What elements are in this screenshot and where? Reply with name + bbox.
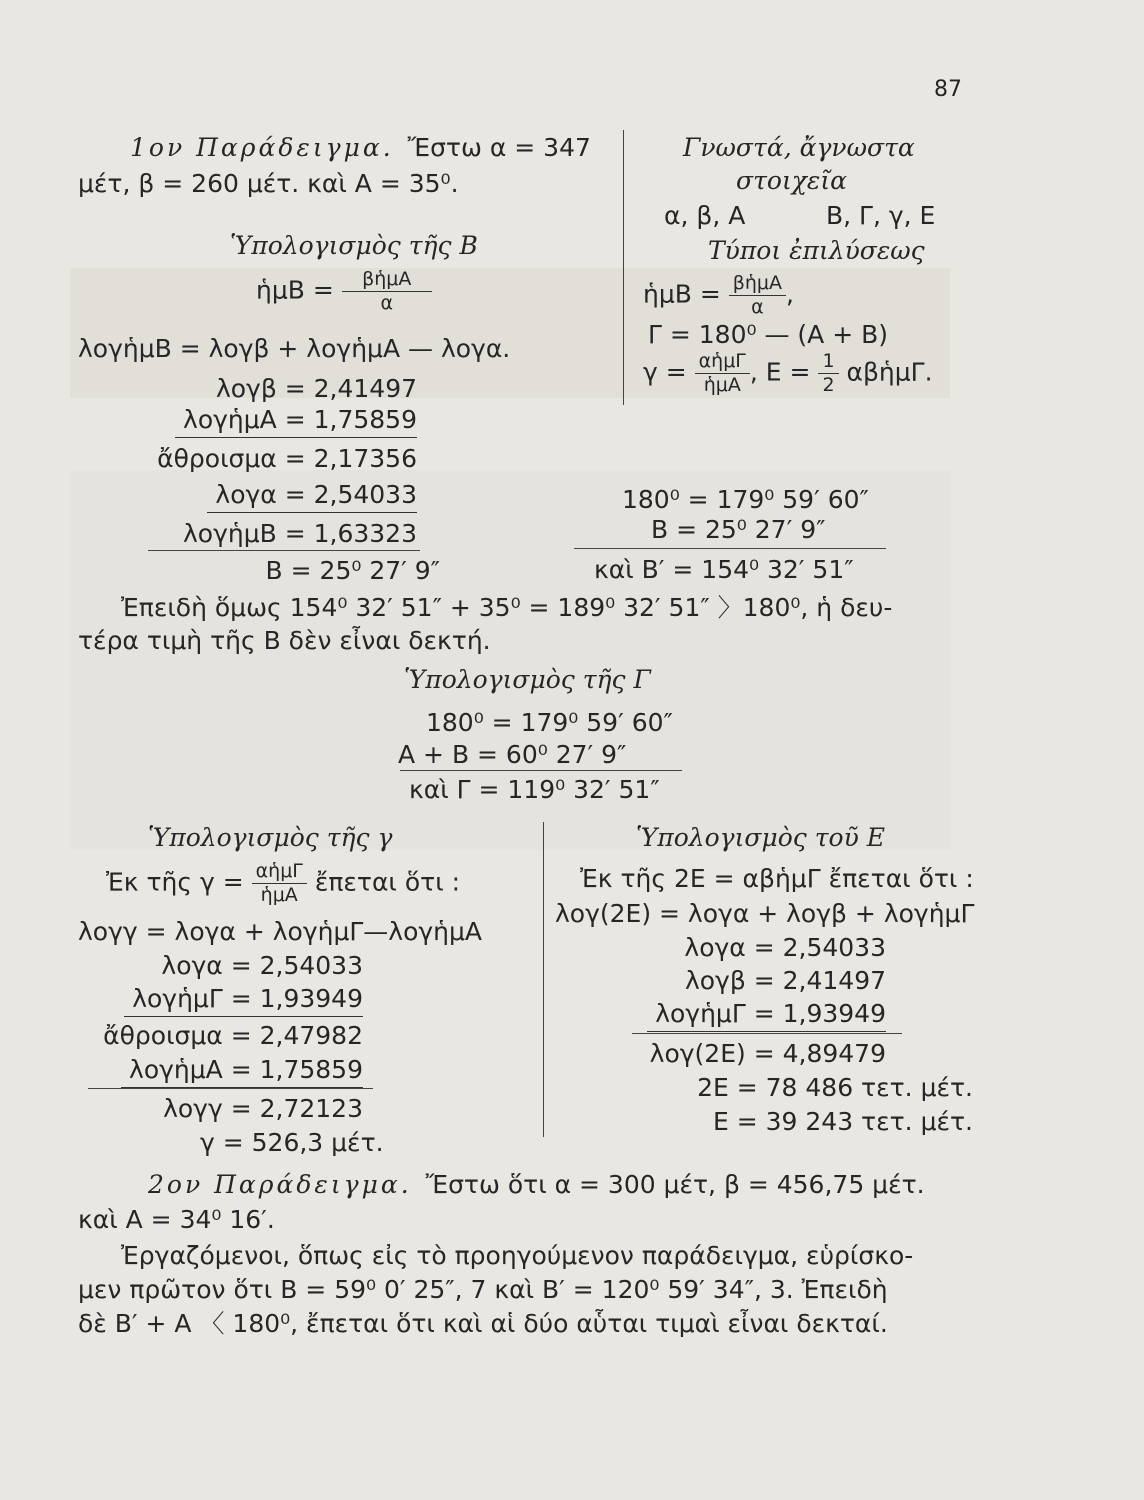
calc-side-equation: Ἐκ τῆς γ = $\frac{\text{αἡμΓ}}{\text{ἡμA}}$ ἔπεται ὅτι : xyxy=(106,860,461,906)
calc-g-angle-result: καὶ Γ = 119⁰ 32′ 51″ xyxy=(409,775,660,804)
calc-area-row: λογ(2E) = 4,89479 xyxy=(649,1039,886,1068)
calc-side-result: γ = 526,3 μέτ. xyxy=(200,1128,384,1157)
paragraph-line: δὲ B′ + A 〈 180⁰, ἔπεται ὅτι καὶ αἱ δύο αὗται τιμαὶ εἶναι δεκταί. xyxy=(78,1309,888,1338)
calc-g-angle-row: 180⁰ = 179⁰ 59′ 60″ xyxy=(426,708,673,737)
page-number: 87 xyxy=(934,77,962,102)
calc-area-row: 2E = 78 486 τετ. μέτ. xyxy=(697,1073,973,1102)
calc-g-angle-heading: Ὑπολογισμὸς τῆς Γ xyxy=(404,665,651,694)
calc-b-row: λογἡμB = 1,63323 xyxy=(182,519,417,548)
fraction: $\frac{\text{βἡμA}}{\alpha}$ xyxy=(729,274,786,317)
fraction: $\frac{1}{2}$ xyxy=(818,352,838,395)
calc-side-row: ἄθροισμα = 2,47982 xyxy=(103,1021,363,1050)
example-1-givens: Ἔστω α = 347 xyxy=(407,133,591,162)
supplement-row: B = 25⁰ 27′ 9″ xyxy=(651,515,826,544)
note-line: τέρα τιμὴ τῆς B δὲν εἶναι δεκτή. xyxy=(78,626,491,655)
example-1-label: 1ον Παράδειγμα. xyxy=(130,133,394,162)
known-elements: α, β, A xyxy=(664,201,746,230)
calc-b-log-equation: λογἡμB = λογβ + λογἡμA — λογα. xyxy=(78,334,511,363)
calc-area-equation: Ἐκ τῆς 2E = αβἡμΓ ἔπεται ὅτι : xyxy=(580,864,974,893)
calc-b-result: B = 25⁰ 27′ 9″ xyxy=(265,556,440,585)
supplement-result: καὶ B′ = 154⁰ 32′ 51″ xyxy=(594,555,854,584)
calc-area-row: λογα = 2,54033 xyxy=(684,933,886,962)
calc-b-row: λογβ = 2,41497 xyxy=(215,374,417,403)
calc-b-row: ἄθροισμα = 2,17356 xyxy=(157,444,417,473)
rule xyxy=(88,1088,373,1089)
formula-side-and-area: γ = $\frac{\text{αἡμΓ}}{\text{ἡμA}}$ , E = $\frac{1}{2}$ αβἡμΓ. xyxy=(643,350,933,396)
paragraph-line: Ἐργαζόμενοι, ὅπως εἰς τὸ προηγούμενον παράδειγμα, εὑρίσκο- xyxy=(121,1241,914,1270)
column-divider xyxy=(543,822,544,1137)
column-divider xyxy=(623,130,624,405)
calc-b-equation: ἡμB = $\frac{\text{βἡμA}}{\alpha}$ xyxy=(256,270,432,313)
rule xyxy=(632,1033,902,1034)
calc-b-row: λογα = 2,54033 xyxy=(207,482,417,507)
example-2-line1 xyxy=(148,1172,925,1197)
fraction: $\frac{\text{αἡμΓ}}{\text{ἡμA}}$ xyxy=(695,352,750,395)
calc-area-log-equation: λογ(2E) = λογα + λογβ + λογἡμΓ xyxy=(555,899,975,928)
fraction: $\frac{\text{βἡμA}}{\alpha}$ xyxy=(342,270,432,313)
example-2-givens: Ἔστω ὅτι α = 300 μέτ, β = 456,75 μέτ. xyxy=(425,1170,925,1199)
calc-side-row: λογα = 2,54033 xyxy=(161,951,363,980)
calc-area-row: λογἡμΓ = 1,93949 xyxy=(647,1001,886,1026)
known-heading-2: στοιχεῖα xyxy=(736,166,847,195)
example-2-line2: καὶ A = 34⁰ 16′. xyxy=(78,1205,275,1234)
calc-area-heading: Ὑπολογισμὸς τοῦ E xyxy=(636,823,885,852)
note-line: Ἐπειδὴ ὅμως 154⁰ 32′ 51″ + 35⁰ = 189⁰ 32′ 51″ 〉180⁰, ἡ δευ- xyxy=(121,593,893,622)
unknown-elements: B, Γ, γ, E xyxy=(826,201,936,230)
formula-sin-b: ἡμB = $\frac{\text{βἡμA}}{\alpha}$ , xyxy=(643,272,794,318)
formula-gamma-angle: Γ = 180⁰ — (A + B) xyxy=(648,320,889,349)
example-1-line1 xyxy=(130,135,591,160)
calc-side-log-equation: λογγ = λογα + λογἡμΓ—λογἡμA xyxy=(78,917,483,946)
rule xyxy=(400,770,682,771)
rule xyxy=(148,550,420,551)
calc-b-row: λογἡμA = 1,75859 xyxy=(175,407,417,432)
example-1-line2: μέτ, β = 260 μέτ. καὶ A = 35⁰. xyxy=(78,169,459,198)
fraction: $\frac{\text{αἡμΓ}}{\text{ἡμA}}$ xyxy=(252,862,307,905)
calc-side-row: λογγ = 2,72123 xyxy=(163,1094,363,1123)
calc-b-heading: Ὑπολογισμὸς τῆς B xyxy=(230,231,478,260)
formulas-heading: Τύποι ἐπιλύσεως xyxy=(708,236,925,265)
paragraph-line: μεν πρῶτον ὅτι B = 59⁰ 0′ 25″, 7 καὶ B′ = 120⁰ 59′ 34″, 3. Ἐπειδὴ xyxy=(78,1275,888,1304)
calc-area-row: λογβ = 2,41497 xyxy=(684,966,886,995)
calc-g-angle-row: A + B = 60⁰ 27′ 9″ xyxy=(398,740,627,769)
calc-side-heading: Ὑπολογισμὸς τῆς γ xyxy=(148,823,393,852)
example-2-label: 2ον Παράδειγμα. xyxy=(148,1170,412,1199)
calc-side-row: λογἡμA = 1,75859 xyxy=(121,1057,363,1082)
known-heading: Γνωστά, ἄγνωστα xyxy=(683,133,915,162)
calc-side-row: λογἡμΓ = 1,93949 xyxy=(124,986,363,1011)
rule xyxy=(574,548,886,549)
calc-area-result: E = 39 243 τετ. μέτ. xyxy=(713,1107,973,1136)
supplement-row: 180⁰ = 179⁰ 59′ 60″ xyxy=(622,485,869,514)
